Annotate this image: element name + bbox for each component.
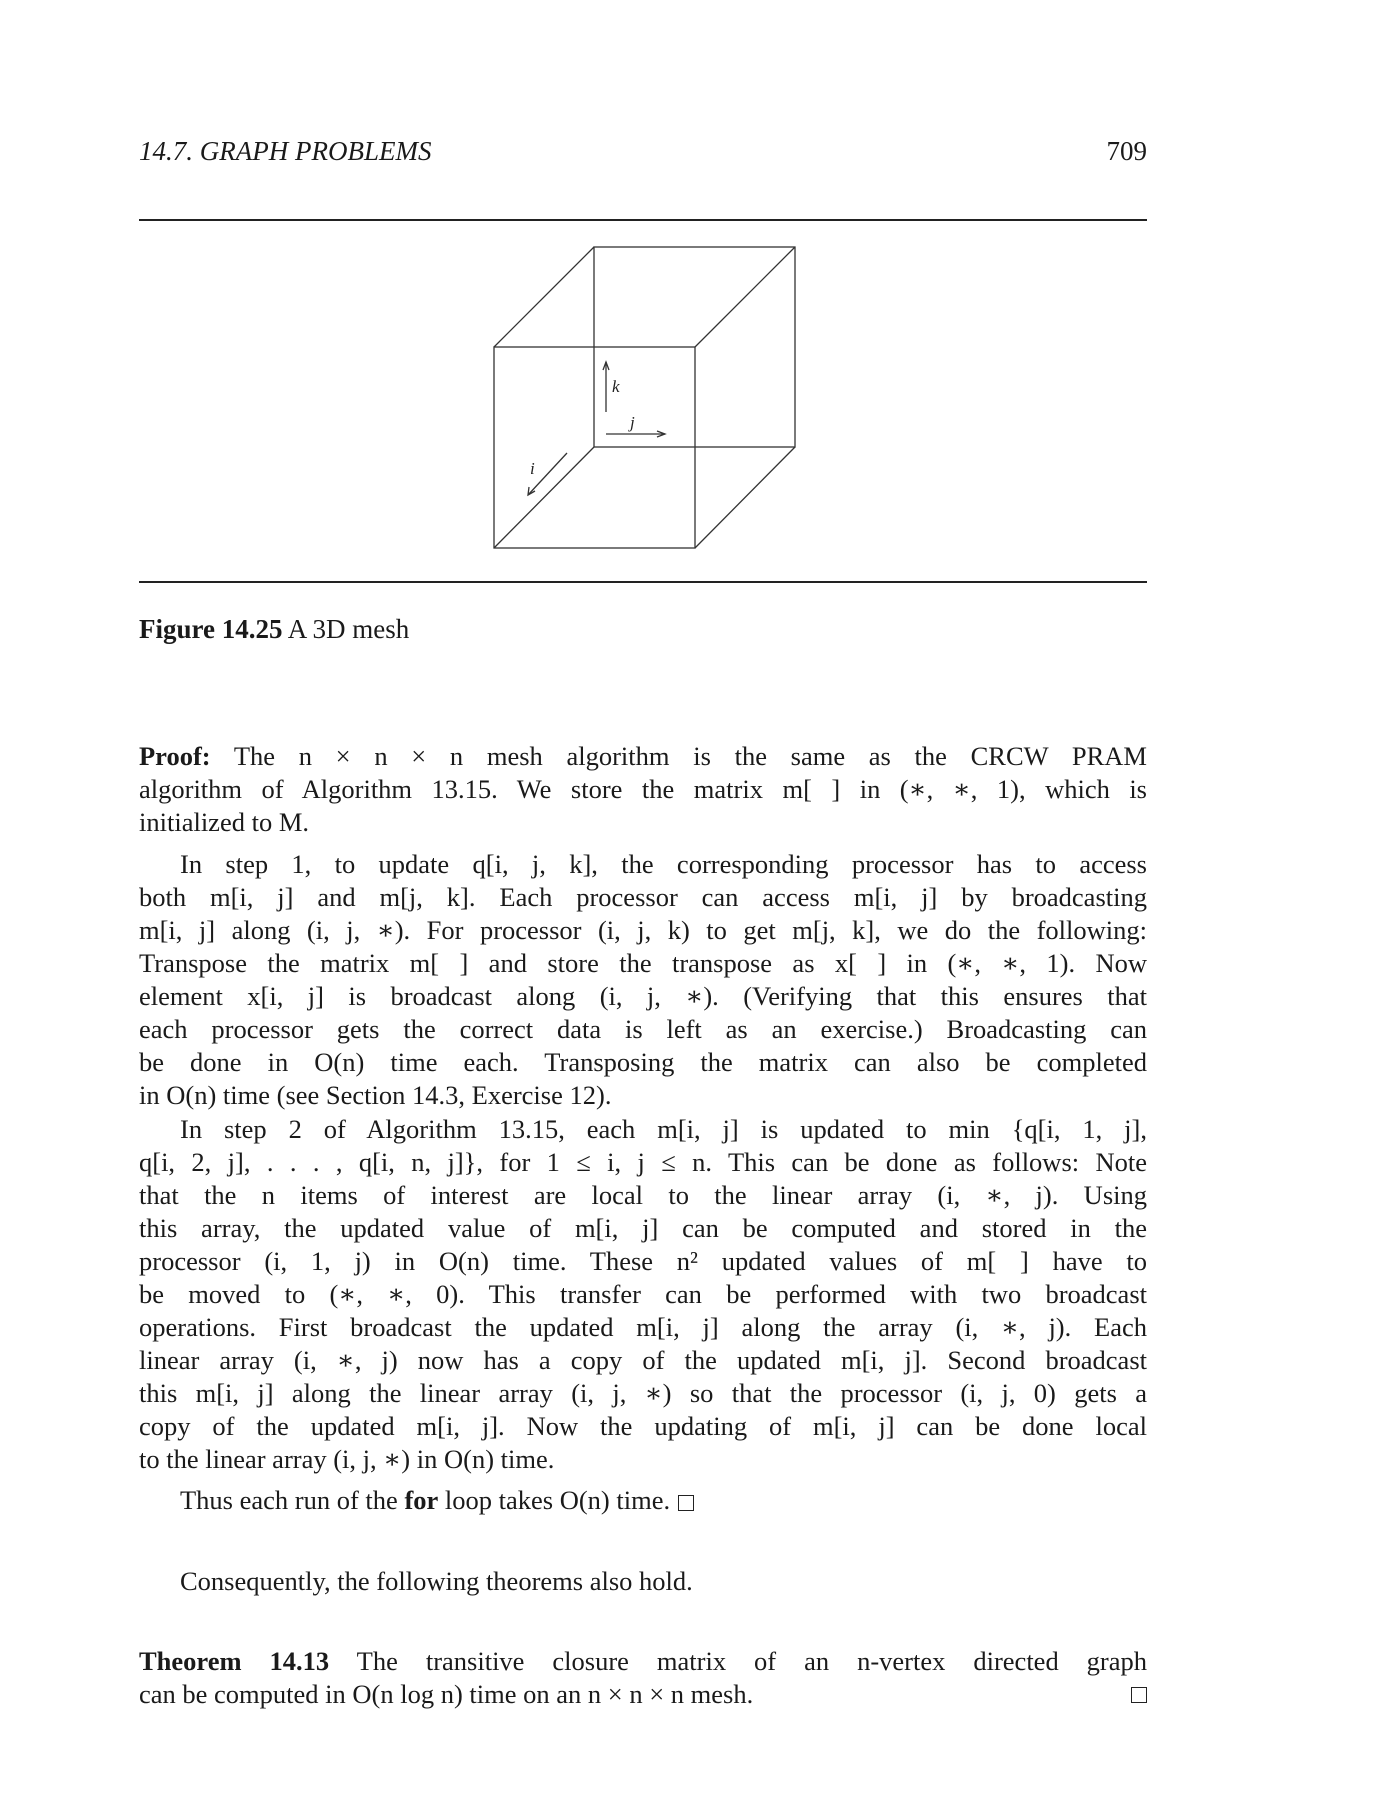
text-line: both m[i, j] and m[j, k]. Each processor can access m[i, j] by broadcasting [139,882,1147,912]
text-line: Consequently, the following theorems also hold. [180,1566,693,1596]
text-line: be moved to (∗, ∗, 0). This transfer can be performed with two broadcast [139,1279,1147,1309]
text-line: m[i, j] along (i, j, ∗). For processor (i, j, k) to get m[j, k], we do the following: [139,915,1147,945]
text-line: element x[i, j] is broadcast along (i, j, ∗). (Verifying that this ensures that [139,981,1147,1011]
figure-caption [139,614,409,645]
theorem-14-13 [139,1645,1147,1711]
consequently-paragraph [139,1565,1147,1598]
text-line: can be computed in O(n log n) time on an n × n × n mesh. [139,1679,754,1709]
text-line: In step 2 of Algorithm 13.15, each m[i, j] is updated to min {q[i, 1, j], [180,1114,1147,1144]
text-line: processor (i, 1, j) in O(n) time. These n² updated values of m[ ] have to [139,1246,1147,1276]
text-line: operations. First broadcast the updated m[i, j] along the array (i, ∗, j). Each [139,1312,1147,1342]
section-title: 14.7. GRAPH PROBLEMS [139,136,432,166]
figure-bottom-rule [139,581,1147,583]
page-number: 709 [1106,136,1147,166]
text-line: In step 1, to update q[i, j, k], the corresponding processor has to access [180,849,1147,879]
text-line: q[i, 2, j], . . . , q[i, n, j]}, for 1 ≤ i, j ≤ n. This can be done as follows: Note [139,1147,1147,1177]
thus-paragraph [139,1484,1147,1517]
text-line: copy of the updated m[i, j]. Now the updating of m[i, j] can be done local [139,1411,1147,1441]
text-line: The n × n × n mesh algorithm is the same as the CRCW PRAM [233,741,1147,771]
text-line: Transpose the matrix m[ ] and store the transpose as x[ ] in (∗, ∗, 1). Now [139,948,1147,978]
k-label: k [612,377,620,396]
text-line: initialized to M. [139,807,310,837]
text-span: Thus each run of the [180,1485,405,1515]
text-line: linear array (i, ∗, j) now has a copy of the updated m[i, j]. Second broadcast [139,1345,1147,1375]
text-span: loop takes O(n) time. [438,1485,671,1515]
proof-paragraph [139,740,1147,839]
proof-label: Proof: [139,741,211,771]
j-label: j [630,413,635,432]
text-line: each processor gets the correct data is left as an exercise.) Broadcasting can [139,1014,1147,1044]
qed-box-icon [678,1495,694,1511]
text-line: to the linear array (i, j, ∗) in O(n) time. [139,1444,555,1474]
keyword-for: for [404,1485,439,1515]
text-line: algorithm of Algorithm 13.15. We store the matrix m[ ] in (∗, ∗, 1), which is [139,774,1147,804]
theorem-label: Theorem 14.13 [139,1646,330,1676]
text-line: that the n items of interest are local to the linear array (i, ∗, j). Using [139,1180,1147,1210]
i-label: i [530,459,535,478]
cube-figure [0,0,1393,600]
text-span: The transitive closure matrix of an n-vertex directed graph [329,1646,1148,1676]
caption-text: A 3D mesh [287,614,410,644]
step2-paragraph [139,1113,1147,1476]
caption-label: Figure 14.25 [139,614,283,644]
text-line: this array, the updated value of m[i, j] can be computed and stored in the [139,1213,1147,1243]
step1-paragraph [139,848,1147,1112]
text-line: be done in O(n) time each. Transposing the matrix can also be completed [139,1047,1147,1077]
text-line: this m[i, j] along the linear array (i, j, ∗) so that the processor (i, j, 0) gets a [139,1378,1147,1408]
qed-box-icon [1131,1687,1147,1703]
text-line: in O(n) time (see Section 14.3, Exercise 12). [139,1080,612,1110]
